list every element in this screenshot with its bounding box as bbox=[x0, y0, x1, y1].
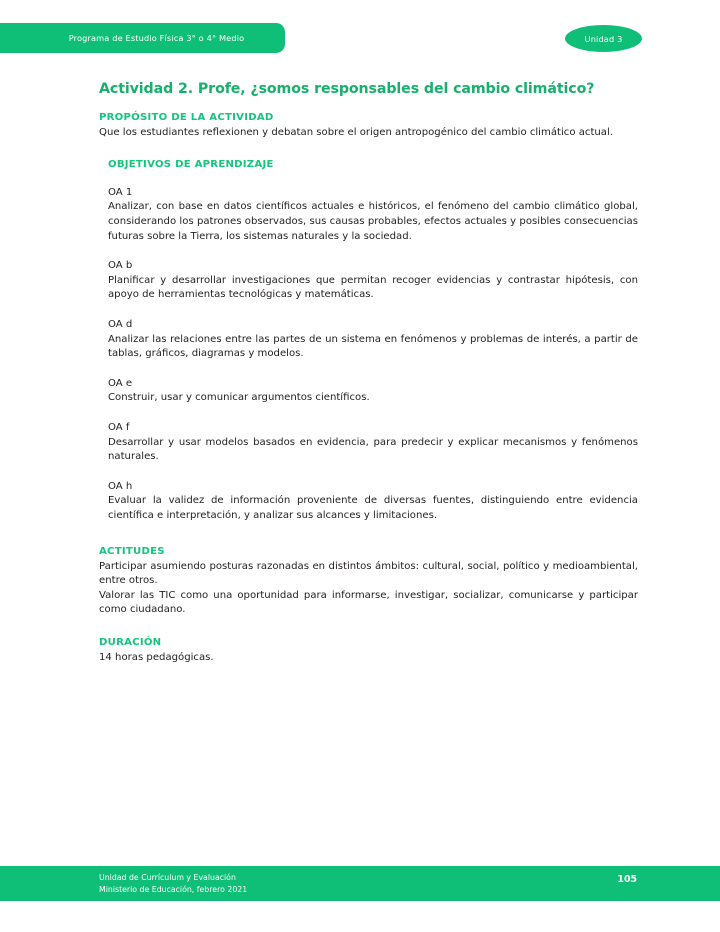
oa-description: Evaluar la validez de información proveniente de diversas fuentes, distinguiendo entre evidencia científica e interpretación, y analizar sus alcances y limitaciones. bbox=[108, 495, 638, 521]
oa-description: Construir, usar y comunicar argumentos científicos. bbox=[108, 392, 370, 404]
proposito-heading: PROPÓSITO DE LA ACTIVIDAD bbox=[99, 112, 274, 124]
page-content bbox=[99, 81, 638, 666]
section-proposito bbox=[99, 111, 638, 141]
oa-label: OA e bbox=[108, 377, 133, 389]
list-item bbox=[108, 480, 638, 524]
duracion-heading: DURACIÓN bbox=[99, 637, 162, 649]
section-actitudes bbox=[99, 545, 638, 618]
list-item bbox=[108, 259, 638, 303]
program-header-bar bbox=[0, 23, 285, 53]
objetivos-list bbox=[108, 186, 638, 524]
objetivos-heading: OBJETIVOS DE APRENDIZAJE bbox=[108, 158, 274, 170]
actitudes-heading: ACTITUDES bbox=[99, 545, 165, 557]
oa-description: Analizar, con base en datos científicos actuales e históricos, el fenómeno del cambio climático global, considerando los patrones observados, sus causas probables, efectos actuales y posibles consecuencias futuras sobre la Tierra, los sistemas naturales y la sociedad. bbox=[108, 201, 638, 242]
footer-line-2: Ministerio de Educación, febrero 2021 bbox=[99, 884, 248, 894]
unit-badge bbox=[565, 25, 642, 52]
program-header-label: Programa de Estudio Física 3° o 4° Medio bbox=[68, 33, 245, 43]
page-number: 105 bbox=[617, 874, 637, 885]
footer-line-1: Unidad de Currículum y Evaluación bbox=[99, 873, 236, 882]
oa-label: OA f bbox=[108, 421, 130, 433]
section-objetivos bbox=[99, 158, 638, 524]
section-duracion bbox=[99, 636, 638, 666]
oa-label: OA b bbox=[108, 260, 133, 272]
oa-description: Planificar y desarrollar investigaciones que permitan recoger evidencias y contrastar hipótesis, con apoyo de herramientas tecnológicas y matemáticas. bbox=[108, 274, 638, 301]
list-item bbox=[108, 318, 638, 362]
oa-label: OA d bbox=[108, 319, 133, 330]
oa-description: Desarrollar y usar modelos basados en evidencia, para predecir y explicar mecanismos y fenómenos naturales. bbox=[108, 436, 638, 463]
page-title: Actividad 2. Profe, ¿somos responsables del cambio climático? bbox=[99, 81, 595, 97]
actitudes-line: Valorar las TIC como una oportunidad para informarse, investigar, socializar, comunicarse y participar como ciudadano. bbox=[99, 589, 638, 616]
oa-label: OA h bbox=[108, 480, 133, 492]
actitudes-line: Participar asumiendo posturas razonadas en distintos ámbitos: cultural, social, político y medioambiental, entre otros. bbox=[99, 560, 638, 587]
list-item bbox=[108, 421, 638, 465]
list-item bbox=[108, 186, 638, 244]
duracion-text: 14 horas pedagógicas. bbox=[99, 652, 214, 664]
oa-label: OA 1 bbox=[108, 186, 133, 198]
unit-badge-label: Unidad 3 bbox=[584, 33, 623, 44]
proposito-text: Que los estudiantes reflexionen y debatan sobre el origen antropogénico del cambio climático actual. bbox=[99, 127, 613, 139]
oa-description: Analizar las relaciones entre las partes de un sistema en fenómenos y problemas de interés, a partir de tablas, gráficos, diagramas y modelos. bbox=[108, 333, 638, 360]
list-item bbox=[108, 377, 638, 406]
